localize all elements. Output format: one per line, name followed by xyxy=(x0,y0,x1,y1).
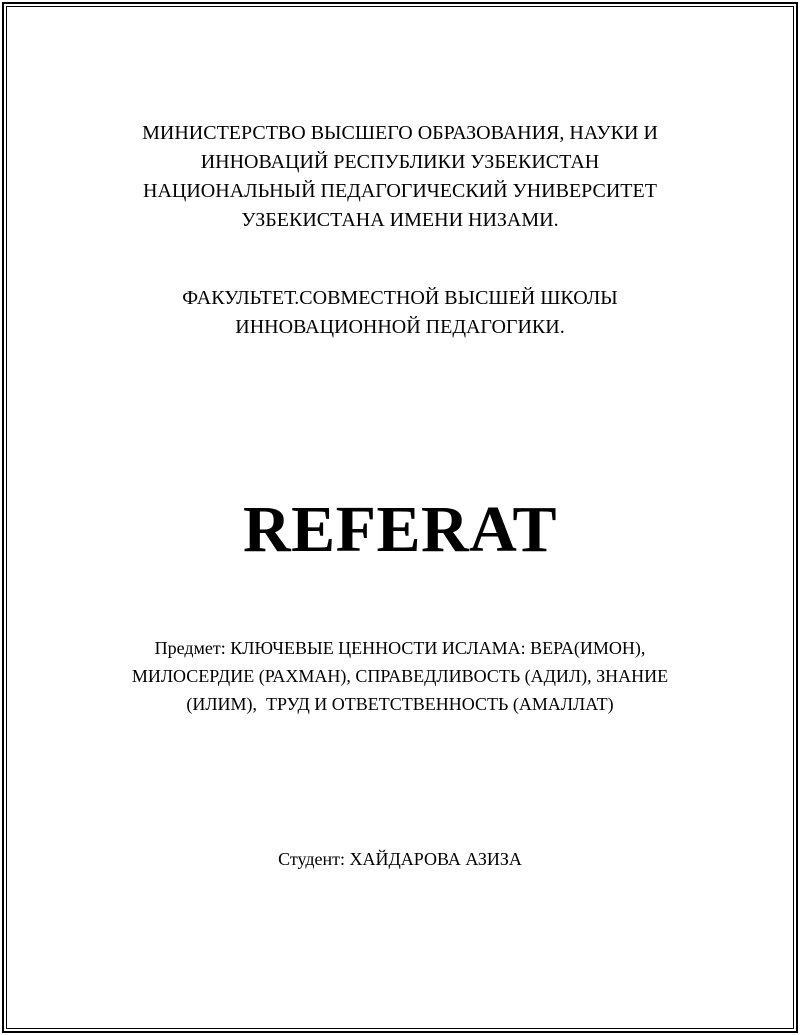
subject-text xyxy=(0,634,800,718)
document-title: REFERAT xyxy=(243,493,557,566)
ministry-line: ИННОВАЦИЙ РЕСПУБЛИКИ УЗБЕКИСТАН xyxy=(200,151,600,173)
faculty-heading xyxy=(0,284,800,342)
faculty-line: ИННОВАЦИОННОЙ ПЕДАГОГИКИ. xyxy=(235,316,565,338)
student-line: Студент: ХАЙДАРОВА АЗИЗА xyxy=(278,849,522,869)
ministry-line: УЗБЕКИСТАНА ИМЕНИ НИЗАМИ. xyxy=(241,209,559,231)
subject-line: Предмет: КЛЮЧЕВЫЕ ЦЕННОСТИ ИСЛАМА: ВЕРА(ИМОН), xyxy=(154,638,646,658)
ministry-line: НАЦИОНАЛЬНЫЙ ПЕДАГОГИЧЕСКИЙ УНИВЕРСИТЕТ xyxy=(143,180,657,202)
subject-line: МИЛОСЕРДИЕ (РАХМАН), СПРАВЕДЛИВОСТЬ (АДИЛ), ЗНАНИЕ xyxy=(131,666,669,686)
subject-line: (ИЛИМ), ТРУД И ОТВЕТСТВЕННОСТЬ (АМАЛЛАТ) xyxy=(186,694,614,714)
faculty-line: ФАКУЛЬТЕТ.СОВМЕСТНОЙ ВЫСШЕЙ ШКОЛЫ xyxy=(182,287,618,309)
ministry-line: МИНИСТЕРСТВО ВЫСШЕГО ОБРАЗОВАНИЯ, НАУКИ И xyxy=(142,122,658,144)
student-name xyxy=(0,845,800,873)
ministry-heading xyxy=(0,119,800,235)
